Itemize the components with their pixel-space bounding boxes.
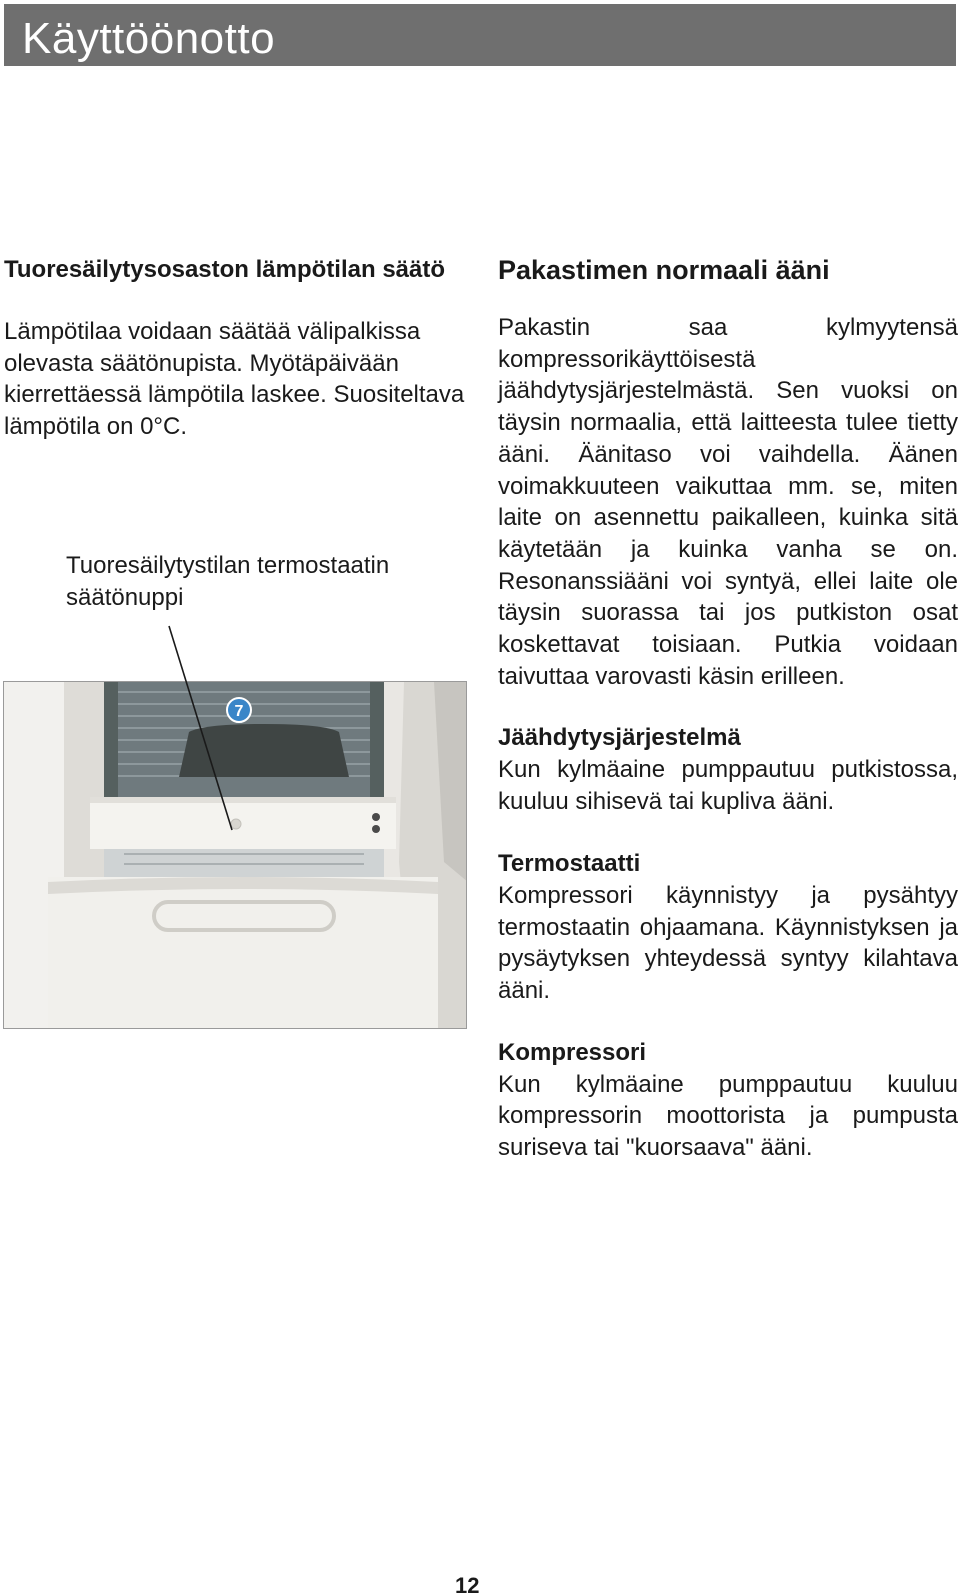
- section-title: Termostaatti: [498, 849, 641, 877]
- section-cooling-system: [498, 722, 958, 817]
- left-paragraph: Lämpötilaa voidaan säätää välipalkissa olevasta säätönupista. Myötäpäivään kierrettäessä lämpötila laskee. Suositeltava lämpötila on 0°C.: [4, 318, 465, 441]
- right-heading: Pakastimen normaali ääni: [498, 255, 830, 285]
- section-text: Kun kylmäaine pumppautuu putkistossa, kuuluu sihisevä tai kupliva ääni.: [498, 756, 958, 816]
- section-thermostat: [498, 848, 958, 1007]
- section-compressor: [498, 1037, 958, 1164]
- section-text: Kun kylmäaine pumppautuu kuuluu kompressorin moottorista ja pumpusta suriseva tai "kuorsaava" ääni.: [498, 1070, 958, 1162]
- header-bar: [4, 4, 956, 66]
- photo-callout-label: Tuoresäilytystilan termostaatin säätönuppi: [66, 552, 390, 611]
- left-column: [4, 254, 466, 443]
- right-column: [498, 252, 958, 1164]
- section-text: Kompressori käynnistyy ja pysähtyy termostaatin ohjaamana. Käynnistyksen ja pysäytyksen yhteydessä syntyy kilahtava ääni.: [498, 881, 958, 1004]
- photo-badge-number: 7: [234, 703, 244, 720]
- fridge-photo: [3, 681, 467, 1029]
- left-heading: Tuoresäilytysosaston lämpötilan säätö: [4, 256, 446, 283]
- page-title: Käyttöönotto: [22, 14, 276, 63]
- section-title: Kompressori: [498, 1038, 647, 1066]
- section-title: Jäähdytysjärjestelmä: [498, 724, 741, 752]
- page-number: 12: [455, 1573, 480, 1594]
- right-intro: Pakastin saa kylmyytensä kompressorikäyttöisestä jäähdytysjärjestelmästä. Sen vuoksi on täysin normaalia, että laitteesta tulee tietty ääni. Äänitaso voi vaihdella. Äänen voimakkuuteen vaikuttaa mm. se, miten laite on asennettu paikalleen, kuinka sitä käytetään ja kuinka vanha se on. Resonanssiääni voi syntyä, ellei laite ole täysin suorassa tai jos putkiston osat koskettavat toisiaan. Putkia voidaan taivuttaa varovasti käsin erilleen.: [498, 314, 958, 690]
- fridge-illustration: [4, 682, 467, 1029]
